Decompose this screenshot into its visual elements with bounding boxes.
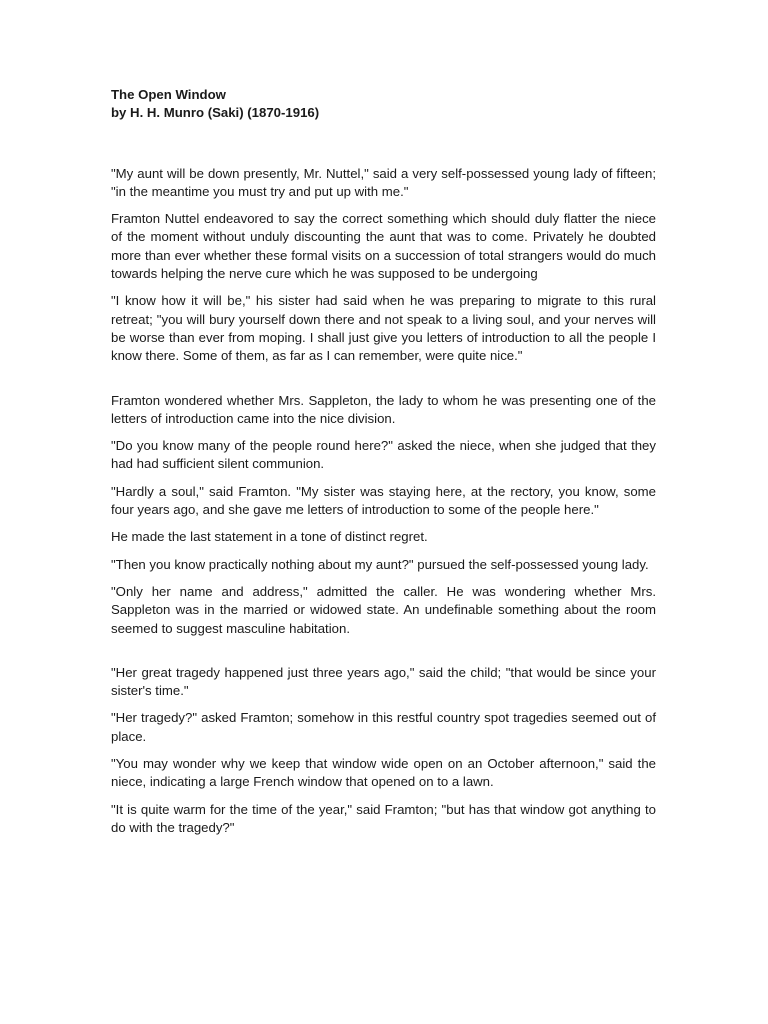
- paragraph-7: He made the last statement in a tone of distinct regret.: [111, 529, 428, 545]
- story-title: The Open Window: [111, 87, 226, 102]
- paragraph-3: "I know how it will be," his sister had said when he was preparing to migrate to this rural retreat; "you will bury yourself down there and not speak to a living soul, and your nerves will be worse than ever from moping. I shall just give you letters of introduction to all the people I know there. Some of them, as far as I can remember, were quite nice.": [111, 293, 656, 364]
- paragraph-13: "It is quite warm for the time of the year," said Framton; "but has that window got anything to do with the tragedy?": [111, 801, 656, 835]
- story-byline: by H. H. Munro (Saki) (1870-1916): [111, 105, 320, 121]
- paragraph-2: Framton Nuttel endeavored to say the correct something which should duly flatter the niece of the moment without unduly discounting the aunt that was to come. Privately he doubted more than ever whether these formal visits on a succession of total strangers would do much towards helping the nerve cure which he was supposed to be undergoing: [111, 211, 656, 282]
- paragraph-6: "Hardly a soul," said Framton. "My sister was staying here, at the rectory, you know, some four years ago, and she gave me letters of introduction to some of the people here.": [111, 483, 656, 518]
- paragraph-9: "Only her name and address," admitted the caller. He was wondering whether Mrs. Sappleton was in the married or widowed state. An undefinable something about the room seemed to suggest masculine habitation.: [111, 583, 656, 636]
- document-page: [111, 86, 656, 846]
- paragraph-4: Framton wondered whether Mrs. Sappleton, the lady to whom he was presenting one of the letters of introduction came into the nice division.: [111, 392, 656, 426]
- paragraph-1: "My aunt will be down presently, Mr. Nuttel," said a very self-possessed young lady of fifteen; "in the meantime you must try and put up with me.": [111, 165, 656, 199]
- paragraph-11: "Her tragedy?" asked Framton; somehow in this restful country spot tragedies seemed out of place.: [111, 710, 656, 744]
- paragraph-12: "You may wonder why we keep that window wide open on an October afternoon," said the niece, indicating a large French window that opened on to a lawn.: [111, 756, 656, 790]
- paragraph-5: "Do you know many of the people round here?" asked the niece, when she judged that they had had sufficient silent communion.: [111, 438, 656, 472]
- paragraph-10: "Her great tragedy happened just three years ago," said the child; "that would be since your sister's time.": [111, 664, 656, 699]
- paragraph-8: "Then you know practically nothing about my aunt?" pursued the self-possessed young lady.: [111, 556, 649, 572]
